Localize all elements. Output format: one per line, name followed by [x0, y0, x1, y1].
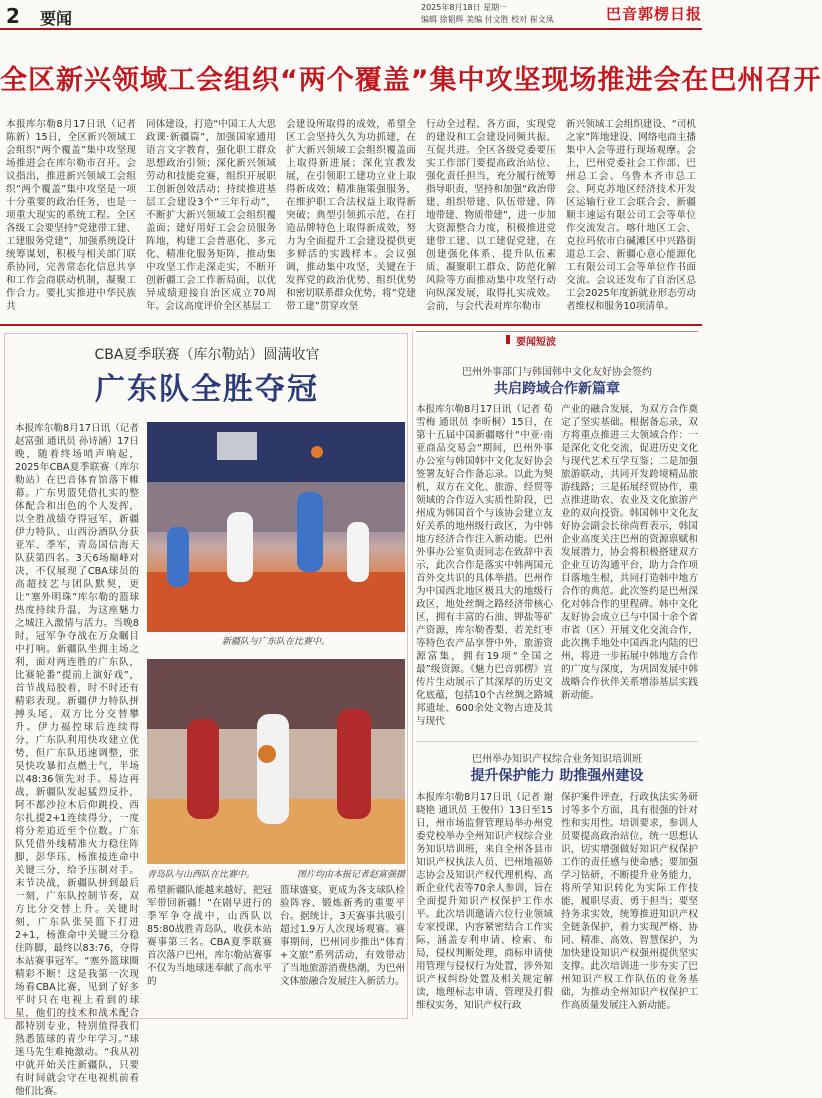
cba-body-column: 篮球盛宴，更成为各支球队检验阵容、锻炼新秀的重要平台。据统计，3天赛事共吸引超过1.9万人次现场观赛。赛事期间，巴州同步推出“体育+文旅”系列活动，有效带动了当地旅游消费热潮，为巴州文体旅融合发展注入新活力。 — [280, 885, 405, 987]
story1-column: 本报库尔勒8月17日讯（记者 荀雪梅 通讯员 李昕桐）15日，在第十五届中国新疆喀什“中亚·南亚商品交易会”期间，巴州外事办公室与韩国韩中文化友好协会签署友好合作备忘录。以此为契机，双方在文化、旅游、经贸等领域的合作迈入实质性阶段，巴州成为韩国首个与该协会建立友好关系的地州级行政区，为中韩地方经济合作注入新动能。巴州外事办公室负责同志在致辞中表示，此次合作是落实中韩两国元首外交共识的具体举措。巴州作为中国西北地区极具大的地级行政区，地处丝绸之路经济带核心区，拥有丰富的石油、钾盐等矿产资源，库尔勒香梨、若羌红枣等特色农产品享誉中外，旅游资源富集，拥有19项“全国之最”级资源。《魅力巴音郭楞》宣传片生动展示了其深厚的历史文化底蕴，包括10个古丝绸之路城邦遗址、600余处文物古迹及其与现代 — [416, 404, 553, 727]
header-meta — [421, 2, 554, 26]
story2-title: 提升保护能力 助推强州建设 — [470, 768, 644, 784]
story2-body — [416, 791, 698, 1017]
story-divider — [416, 741, 698, 742]
photo-illustration — [147, 422, 405, 632]
story2-column: 本报库尔勒8月17日讯（记者 谢晓艳 通讯员 王俊伟）13日至15日，州市场监督管理局举办州党委党校举办全州知识产权综合业务知识培训班，来自全州各县市知识产权执法人员、巴州地福娇志协会及知识产权代理机构、高新企业代表等70余人参训，旨在全面提升知识产权保护工作水平。此次培训邀请六位行业领域专家授课，内容紧密结合工作实际，涵盖专利申请、检索、布局，侵权判断处理，商标申请使用管理与侵权行为处置，涉外知识产权纠纷处置及相关规定解读，地理标志申请、管理及打假维权实务，知识产权行政 — [416, 792, 553, 1011]
main-headline: 全区新兴领域工会组织“两个覆盖”集中攻坚现场推进会在巴州召开 — [0, 65, 822, 96]
lead-story — [6, 118, 696, 314]
cba-body-column: 本报库尔勒8月17日讯（记者 赵富强 通讯员 孙诗涵）17日晚，随着终场哨声响起，2025年CBA夏季联赛（库尔勒站）在巴音体育馆落下帷幕。广东男篮凭借扎实的整体配合和出色的个人发挥，以全胜战绩夺得冠军，新疆伊力特队、山西汾酒队分获亚军、季军，青岛国信海天队获第四名。3天6场巅峰对决，不仅展现了CBA球员的高超技艺与团队默契，更让“塞外明珠”库尔勒的篮球热度持续升温，为这座魅力之城注入激情与活力。当晚8时，冠军争夺战在万众瞩目中打响。新疆队坐拥主场之利，面对两连胜的广东队，比赛轮番“提前上演好戏”，首节战局胶着，时不时还有精彩表现。新疆伊力特队拼搏头尾，双方比分交替攀升。伊力福控球后连续得分，广东队利用快攻建立优势，但广东队迅速调整，张昊快攻暴扣点燃士气，半场以48:36领先对手。易边再战，新疆队发起猛烈反扑，阿不都沙拉木后仰跳投、西尔扎提2+1连续得分，一度将分差追近至个位数。广东队凭借外线精准火力稳住阵脚，彭华珏、杨淮接连命中关键三分，给予压制对手。末节决战，新疆队拼到最后一刻，广东队控制节奏，双方比分交替上升。关键时刻，广东队张昊篮下打进2+1，杨淮命中关键三分稳住阵脚，最终以83:76，夺得本站赛事冠军。“塞外篮球圈精彩不断！这是我第一次现场看CBA比赛，见到了好多平时只在电视上看到的球星，他们的技术和战术配合都特别专业，特别值得我们熟悉篮球的青少年学习。”球迷马先生难掩激动。“我从初中就开始关注新疆队，只要有时间就会守在电视机前看他们比赛。 — [15, 423, 139, 1097]
column-divider — [412, 331, 413, 1017]
section-divider — [0, 324, 702, 326]
news-brief-label-text: 要闻短波 — [512, 333, 560, 348]
basketball-photo-qingdao-shanxi — [147, 659, 405, 864]
news-brief-section — [416, 331, 698, 1019]
photo-caption: 新疆队与广东队在比赛中。 — [221, 637, 330, 647]
cba-story — [4, 333, 408, 1097]
lead-story-column: 同体建设，打造“中国工人大思政课·新疆篇”，加强国家通用语言文字教育，强化职工群众思想政治引领；深化新兴领域劳动和技能竞赛，组织开展职工创新创效活动；持续推进基层工会建设3个“三年行动”，不断扩大新兴领域工会组织覆盖面；建好用好工会会员服务阵地，构建工会普惠化、多元化、精准化服务矩阵，推动集中攻坚工作走深走实，不断开创新疆工会工作新局面，以优异成绩迎接自治区成立70周年。会议高度评价全区基层工 — [146, 119, 276, 312]
lead-story-column: 新兴领域工会组织建设、“司机之家”阵地建设、网络电商主播集中入会等进行现场观摩。会上，巴州党委社会工作部、巴州总工会、乌鲁木齐市总工会、阿克苏地区经济技术开发区运输行业工会联合会、新疆顺丰速运有限公司工会等单位作交流发言。喀什地区工会、克拉玛依市白碱滩区中兴路街道总工会、新疆心意心能源化工有限公司工会等单位作书面交流。会议还发布了自治区总工会2025年度新就业形态劳动者维权和服务10项清单。 — [566, 119, 696, 312]
photo-illustration — [147, 659, 405, 864]
cba-kicker: CBA夏季联赛（库尔勒站）圆满收官 — [94, 347, 320, 363]
page-number: 2 — [6, 4, 20, 28]
story1-title: 共启跨域合作新篇章 — [494, 381, 620, 397]
lead-story-column: 行动全过程、各方面，实现党的建设和工会建设同频共振、互促共进。全区各级党委要压实工作部门要提高政治站位、强化责任担当，充分履行统筹指导职责，坚持和加强“政治带建、组织带建、队伍带建、阵地带建、物质带建”，进一步加大资源整合力度，积极推进党建带工建、以工建促党建，在创建强化体系、提升队伍素质、凝聚职工群众、防范化解风险等方面推动集中攻坚行动向纵深发展，取得扎实成效。会前，与会代表对库尔勒市 — [426, 119, 556, 312]
basketball-photo-xinjiang-guangdong — [147, 422, 405, 632]
story2-column: 保护案件评查，行政执法实务研讨等多个方面，具有很强的针对性和实用性。培训要求，参训人员要提高政治站位，统一思想认识，切实增强做好知识产权保护工作的责任感与使命感；要加强学习钻研，不断提升业务能力，将所学知识转化为实际工作技能，履职尽责、勇于担当；要坚持务求实效，统筹推进知识产权全链条保护，着力实现严格、协同、精准、高效、智慧保护，为加快建设知识产权强州提供坚实支撑。此次培训进一步夯实了巴州知识产权工作队伍的业务基础，为推动全州知识产权保护工作高质量发展注入新动能。 — [561, 792, 698, 1011]
cba-title: 广东队全胜夺冠 — [95, 372, 319, 407]
label-marker — [506, 335, 510, 344]
section-name: 要闻 — [40, 9, 73, 28]
page-header — [0, 0, 702, 30]
lead-story-column: 本报库尔勒8月17日讯（记者 陈新）15日，全区新兴领域工会组织“两个覆盖”集中攻坚现场推进会在库尔勒市召开。会议指出，推进新兴领域工会组织“两个覆盖”集中攻坚是一项十分重要的政治任务，也是一项重大现实的系统工程。全区各级工会要坚持“党建带工建、工建服务党建”，加强系统设计统筹谋划，积极与相关部门联系协同，完善常态化信息共享和工作会商联动机制，凝聚工作合力。要扎实推进中华民族共 — [6, 119, 136, 312]
photo-caption-row — [147, 867, 405, 880]
issue-date: 2025年8月18日 星期一 — [421, 3, 508, 12]
editor-credits: 编辑 徐韬辉 美编 付文胜 校对 崔文凤 — [421, 15, 554, 24]
story1-column: 产业的融合发展，为双方合作奠定了坚实基础。根据备忘录，双方将重点推进三大领域合作：一是深化文化交流，促进历史文化与现代艺术互学互鉴；二是加强旅游联动，共同开发跨境精品旅游线路；三是拓展经贸协作，重点推进助农、农业及文化旅游产业的双向投资。韩国韩中文化友好协会副会长徐尚哲表示，韩国企业高度关注巴州的资源禀赋和发展潜力，协会将积极搭建双方企业互访沟通平台，助力合作项目落地生根，共同打造韩中地方合作的典范。此次签约是巴州深化对韩合作的里程碑。韩中文化友好协会成立已与中国十余个省市省（区）开展文化交流合作，此次携手地处中国西北内陆的巴州，将进一步拓展中韩地方合作的广度与深度，为巩固发展中韩战略合作伙伴关系增添基层实践新动能。 — [561, 404, 698, 701]
cba-body-bottom — [147, 884, 405, 1014]
news-brief-label — [416, 331, 698, 348]
lead-story-column: 会建设所取得的成效，希望全区工会坚持久久为功抓建，在扩大新兴领域工会组织覆盖面上取得新进展；深化宣教发展，在引领职工建功立业上取得新成效；精准施策强服务，在维护职工合法权益上取得新突破；典型引领抓示范，在打造品牌特色上取得新成效，努力为全面提升工会建设提供更多鲜活的实践样本。会议强调，推动集中攻坚，关键在于发挥党的政治优势、组织优势和密切联系群众优势，将“党建带工建”贯穿攻坚 — [286, 119, 416, 312]
photo-credit: 图片均由本报记者赵富强摄 — [296, 870, 405, 880]
story1-kicker: 巴州外事部门与韩国韩中文化友好协会签约 — [462, 367, 652, 378]
cba-body-column: 希望新疆队能越来越好，把冠军带回新疆！”在剧早进行的季军争夺战中，山西队以85:80战胜青岛队，收获本站赛事第三名。CBA夏季联赛首次落户巴州，库尔勒站赛事不仅为当地球迷奉献了高水平的 — [147, 885, 272, 987]
story1-body — [416, 403, 698, 727]
newspaper-brand: 巴音郭楞日报 — [606, 5, 703, 23]
photo-caption: 青岛队与山西队在比赛中。 — [147, 870, 256, 880]
story2-kicker: 巴州举办知识产权综合业务知识培训班 — [472, 754, 642, 765]
